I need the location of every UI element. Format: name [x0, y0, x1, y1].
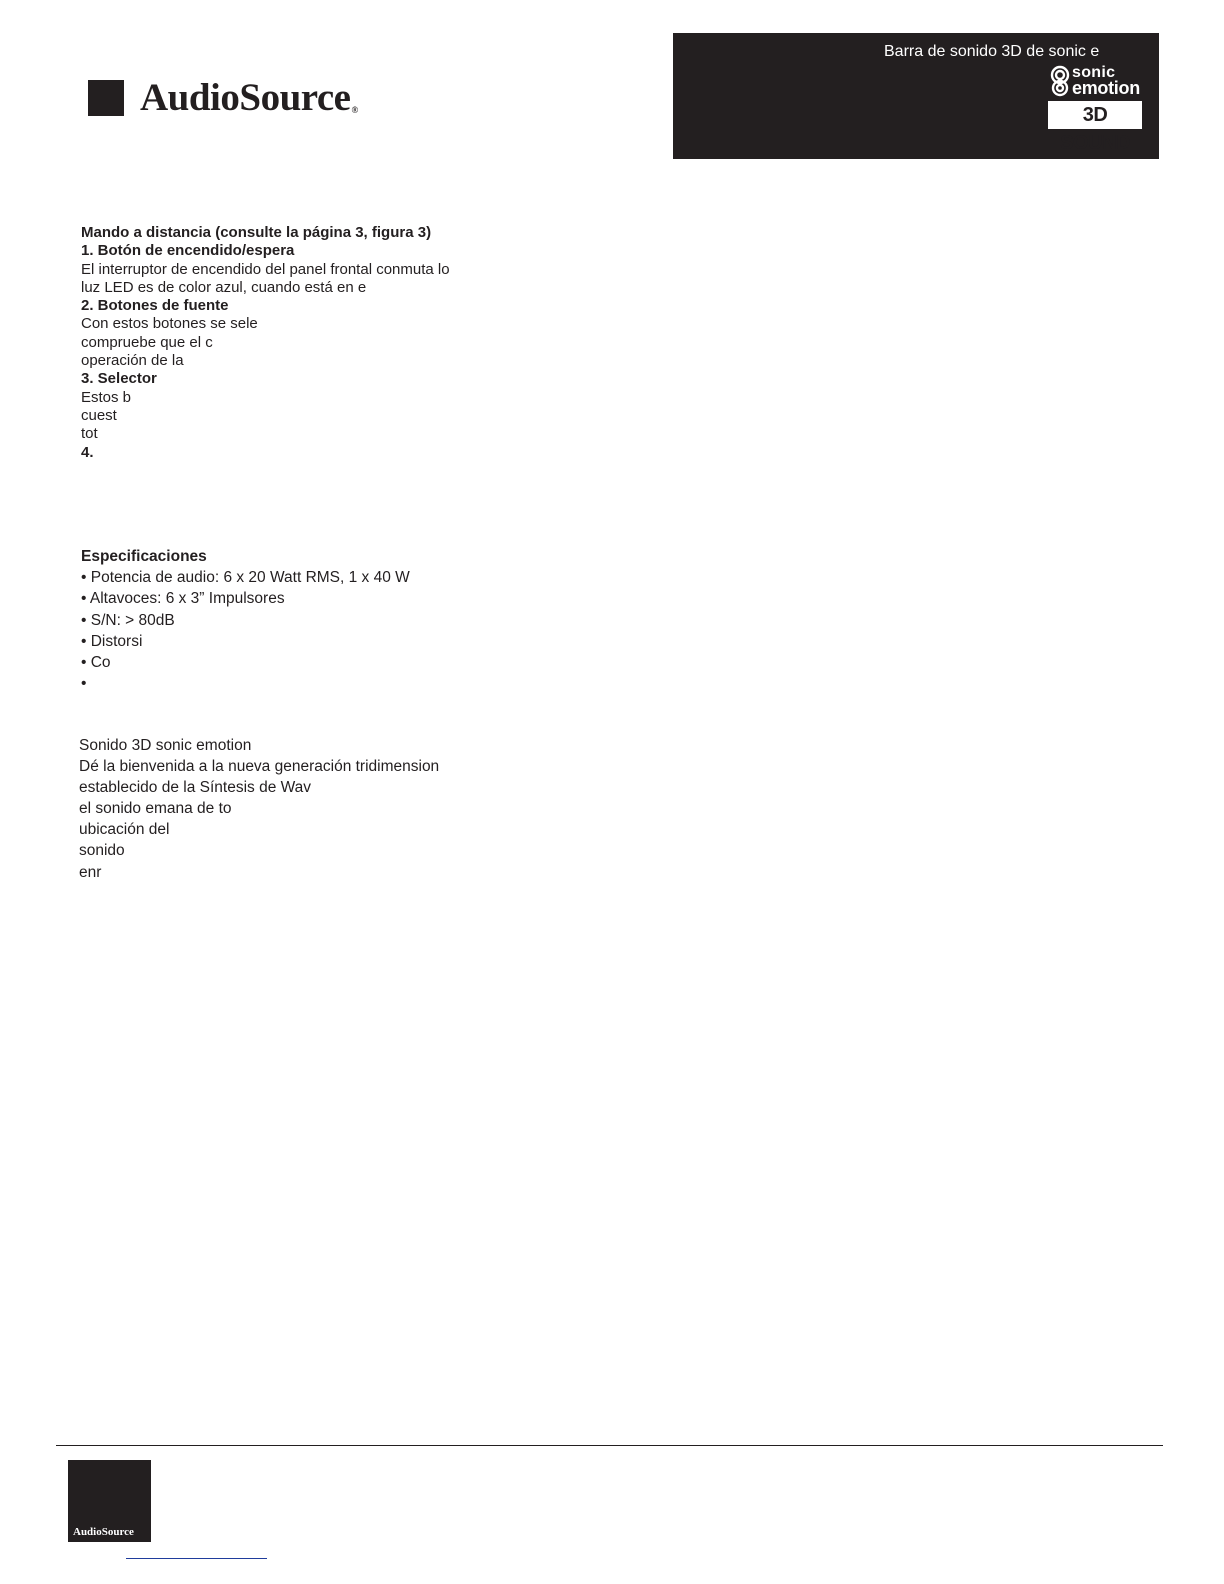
remote-heading: Mando a distancia (consulte la página 3, figura 3) — [81, 224, 432, 241]
remote-item1-line: El interruptor de encendido del panel frontal conmuta lo — [81, 260, 450, 278]
sonic3d-line: sonido — [79, 842, 125, 860]
specs-item: • S/N: > 80dB — [81, 611, 175, 629]
sonic-emotion-logo — [1046, 64, 1146, 154]
specs-heading: Especificaciones — [81, 548, 207, 565]
sonic3d-section — [79, 735, 439, 883]
3d-sound-badge: 3D SOUND — [1048, 101, 1142, 129]
specs-item: • Co — [81, 654, 111, 672]
footer-link-underline[interactable] — [126, 1558, 267, 1559]
specs-item: • — [81, 675, 87, 693]
remote-item3-line: cuest — [81, 406, 117, 424]
remote-item1-title: 1. Botón de encendido/espera — [81, 242, 295, 260]
footer-divider — [56, 1445, 1163, 1446]
sonic3d-line: el sonido emana de to — [79, 800, 232, 818]
remote-item4-title: 4. — [81, 443, 94, 461]
specs-item: • Altavoces: 6 x 3” Impulsores — [81, 590, 285, 608]
sonic3d-line: establecido de la Síntesis de Wav — [79, 779, 312, 797]
brand-logo — [88, 78, 358, 118]
remote-item2-line: operación de la — [81, 352, 184, 370]
specs-item: • Potencia de audio: 6 x 20 Watt RMS, 1 x 40 W — [81, 569, 410, 587]
brand-logo-mark — [88, 80, 124, 116]
footer-logo — [68, 1460, 151, 1542]
sonic-emotion-logo-line2: emotion — [1072, 78, 1140, 98]
remote-item2-title: 2. Botones de fuente — [81, 297, 229, 315]
sonic3d-line: enr — [79, 863, 102, 881]
specs-section — [81, 546, 410, 694]
remote-item2-line: compruebe que el c — [81, 333, 213, 351]
remote-item2-line: Con estos botones se sele — [81, 315, 258, 333]
header-banner — [673, 33, 1159, 159]
remote-item3-line: Estos b — [81, 388, 132, 406]
remote-item3-title: 3. Selector — [81, 370, 157, 388]
brand-logo-wordmark: AudioSource® — [140, 76, 358, 119]
sonic3d-line: ubicación del — [79, 821, 170, 839]
remote-section — [81, 224, 450, 462]
header-title: Barra de sonido 3D de sonic e — [884, 43, 1100, 60]
sonic3d-line: Sonido 3D sonic emotion — [79, 737, 252, 754]
sonic3d-line: Dé la bienvenida a la nueva generación tridimension — [79, 758, 440, 776]
remote-item3-line: tot — [81, 425, 98, 443]
remote-item1-line: luz LED es de color azul, cuando está en e — [81, 278, 367, 296]
sonic-emotion-logo-line1: sonic — [1072, 64, 1116, 81]
footer-logo-wordmark: AudioSource — [73, 1526, 134, 1538]
specs-item: • Distorsi — [81, 632, 143, 650]
